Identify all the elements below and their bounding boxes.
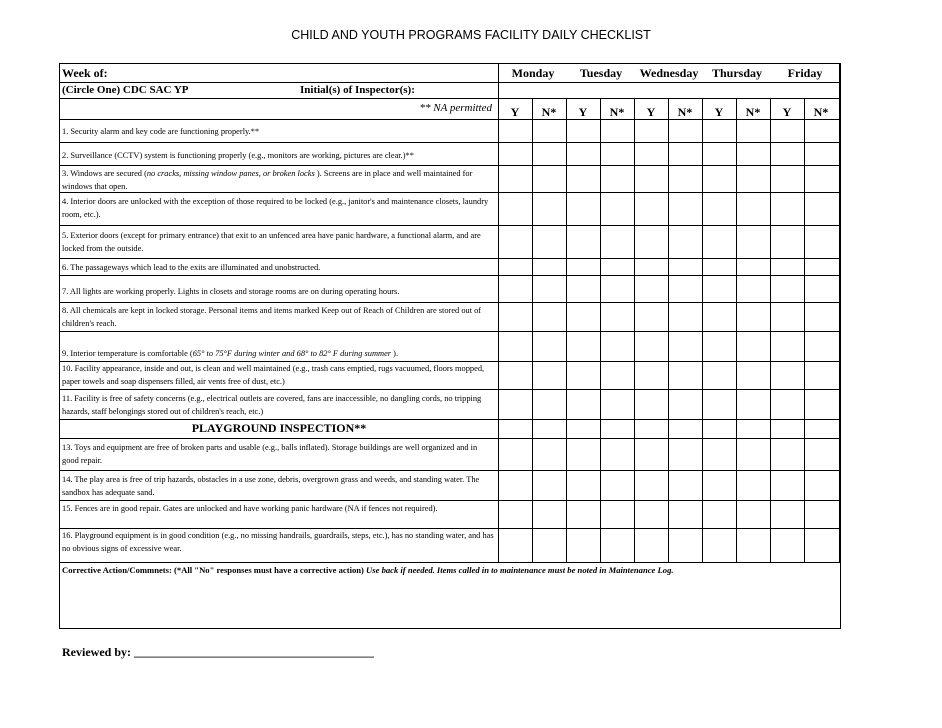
- corrective-action-label: Corrective Action/Commnets: (*All "No" responses must have a corrective action) Use back if needed. Items called in to maintenance must be noted in Maintenance Log.: [62, 565, 674, 575]
- inspector-initials-label: Initial(s) of Inspector(s):: [300, 84, 415, 96]
- reviewed-by-line[interactable]: Reviewed by: ________________________________________: [62, 645, 374, 659]
- day-wednesday: Wednesday: [639, 66, 699, 80]
- wed-n-header: N*: [677, 105, 693, 119]
- playground-section-row: [60, 420, 840, 439]
- day-monday: Monday: [511, 66, 555, 80]
- item-text: 4. Interior doors are unlocked with the exception of those required to be locked (e.g., janitor's and maintenance closets, laundry room, etc.).: [62, 197, 489, 219]
- checklist-row-7: [60, 276, 840, 303]
- wed-y-header: Y: [646, 105, 656, 119]
- grid-line: [770, 99, 771, 563]
- checklist-row-11: [60, 390, 840, 420]
- item-text: 9. Interior temperature is comfortable (65° to 75°F during winter and 68° to 82° F during summer ).: [62, 349, 399, 358]
- na-permitted-label: ** NA permitted: [419, 102, 492, 114]
- item-text: 6. The passageways which lead to the exits are illuminated and unobstructed.: [62, 263, 321, 272]
- thu-y-header: Y: [714, 105, 724, 119]
- checklist-table: [59, 63, 841, 629]
- tue-y-header: Y: [578, 105, 588, 119]
- item-text: 13. Toys and equipment are free of broken parts and usable (e.g., balls inflated). Storage buildings are well organized and in good repair.: [62, 443, 478, 465]
- grid-line: [600, 99, 601, 563]
- checklist-row-15: [60, 501, 840, 529]
- item-text: 11. Facility is free of safety concerns (e.g., electrical outlets are covered, fans are inaccessible, no dangling cords, no tripping hazards, staff belongings stored out of children's reach, etc.): [62, 394, 482, 416]
- week-row: [60, 64, 840, 83]
- day-thursday: Thursday: [711, 66, 763, 80]
- mon-n-header: N*: [541, 105, 557, 119]
- item-text: 7. All lights are working properly. Lights in closets and storage rooms are on during operating hours.: [62, 287, 400, 296]
- corrective-action-box[interactable]: [60, 563, 840, 629]
- checklist-row-13: [60, 439, 840, 471]
- playground-section-title: PLAYGROUND INSPECTION**: [191, 421, 367, 435]
- grid-line: [736, 99, 737, 563]
- checklist-row-9: [60, 332, 840, 362]
- item-text: 16. Playground equipment is in good condition (e.g., no missing handrails, guardrails, steps, etc.), has no standing water, and has no obvious signs of excessive wear.: [62, 531, 494, 553]
- checklist-row-6: [60, 259, 840, 276]
- grid-line: [634, 99, 635, 563]
- checklist-row-8: [60, 303, 840, 332]
- fri-n-header: N*: [813, 105, 829, 119]
- mon-y-header: Y: [510, 105, 520, 119]
- day-tuesday: Tuesday: [579, 66, 623, 80]
- tue-n-header: N*: [609, 105, 625, 119]
- item-text: 2. Surveillance (CCTV) system is functioning properly (e.g., monitors are working, pictures are clear.)**: [62, 151, 414, 160]
- checklist-row-5: [60, 226, 840, 259]
- grid-line: [532, 99, 533, 563]
- checklist-row-14: [60, 471, 840, 501]
- checklist-row-16: [60, 529, 840, 563]
- grid-line: [668, 99, 669, 563]
- thu-n-header: N*: [745, 105, 761, 119]
- item-text: 5. Exterior doors (except for primary entrance) that exit to an unfenced area have panic hardware, a functional alarm, and are locked from the outside.: [62, 231, 481, 253]
- grid-line: [498, 64, 499, 563]
- item-text: 15. Fences are in good repair. Gates are unlocked and have working panic hardware (NA if fences not required).: [62, 504, 438, 513]
- yn-header-row: [60, 99, 840, 120]
- item-text: 10. Facility appearance, inside and out, is clean and well maintained (e.g., trash cans emptied, rugs vacuumed, floors mopped, paper towels and soap dispensers filled, air vents free of dust, etc.): [62, 364, 485, 386]
- checklist-row-4: [60, 193, 840, 226]
- grid-line: [60, 562, 840, 563]
- page-title: CHILD AND YOUTH PROGRAMS FACILITY DAILY CHECKLIST: [291, 28, 651, 42]
- grid-line: [566, 99, 567, 563]
- checklist-row-1: [60, 120, 840, 143]
- day-friday: Friday: [787, 66, 823, 80]
- grid-line: [702, 99, 703, 563]
- fri-y-header: Y: [782, 105, 792, 119]
- item-text: 8. All chemicals are kept in locked storage. Personal items and items marked Keep out of Reach of Children are stored out of children's reach.: [62, 306, 482, 328]
- checklist-row-10: [60, 362, 840, 390]
- item-text: 14. The play area is free of trip hazards, obstacles in a use zone, debris, overgrown grass and weeds, and standing water. The sandbox has adequate sand.: [62, 475, 480, 497]
- grid-line: [804, 99, 805, 563]
- checklist-row-2: [60, 143, 840, 166]
- program-row: [60, 83, 840, 99]
- week-of-label: Week of:: [62, 66, 108, 80]
- item-text: 1. Security alarm and key code are functioning properly.**: [62, 127, 260, 136]
- grid-line: [839, 64, 840, 563]
- circle-one-label: (Circle One) CDC SAC YP: [62, 84, 189, 96]
- item-text: 3. Windows are secured (no cracks, missing window panes, or broken locks ). Screens are in place and well maintained for windows that open.: [62, 169, 473, 191]
- checklist-row-3: [60, 166, 840, 193]
